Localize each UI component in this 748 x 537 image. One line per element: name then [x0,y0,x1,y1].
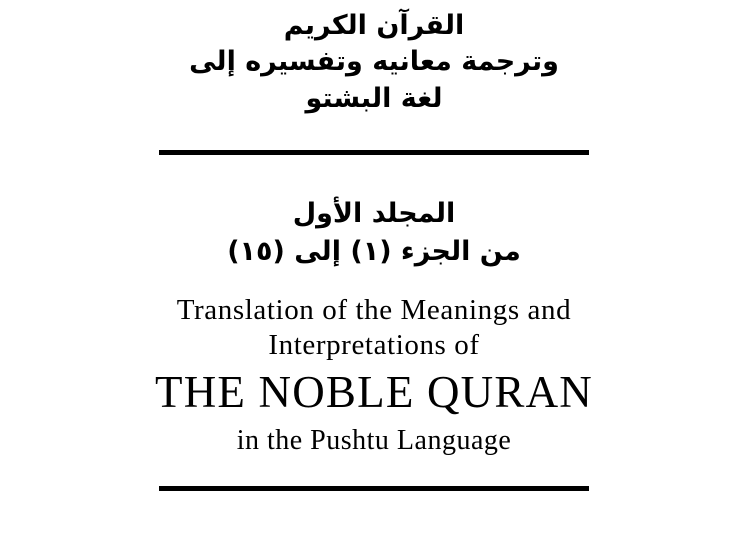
arabic-title-line-3: لغة البشتو [305,82,443,114]
arabic-volume-info [54,195,694,271]
arabic-title [54,8,694,117]
english-main-title: THE NOBLE QURAN [155,366,593,417]
english-subtitle-line-2: Interpretations of [268,329,480,362]
divider-bottom [159,486,589,491]
arabic-title-line-2: وترجمة معانيه وتفسيره إلى [189,46,559,78]
arabic-volume-line-2: من الجزء (١) إلى (١٥) [227,236,521,268]
divider-top [159,150,589,155]
arabic-volume-line-1: المجلد الأول [292,198,456,230]
english-title-block [24,293,724,458]
arabic-title-line-1: القرآن الكريم [283,10,465,41]
english-language-note: in the Pushtu Language [236,424,512,456]
english-subtitle-line-1: Translation of the Meanings and [176,293,572,326]
